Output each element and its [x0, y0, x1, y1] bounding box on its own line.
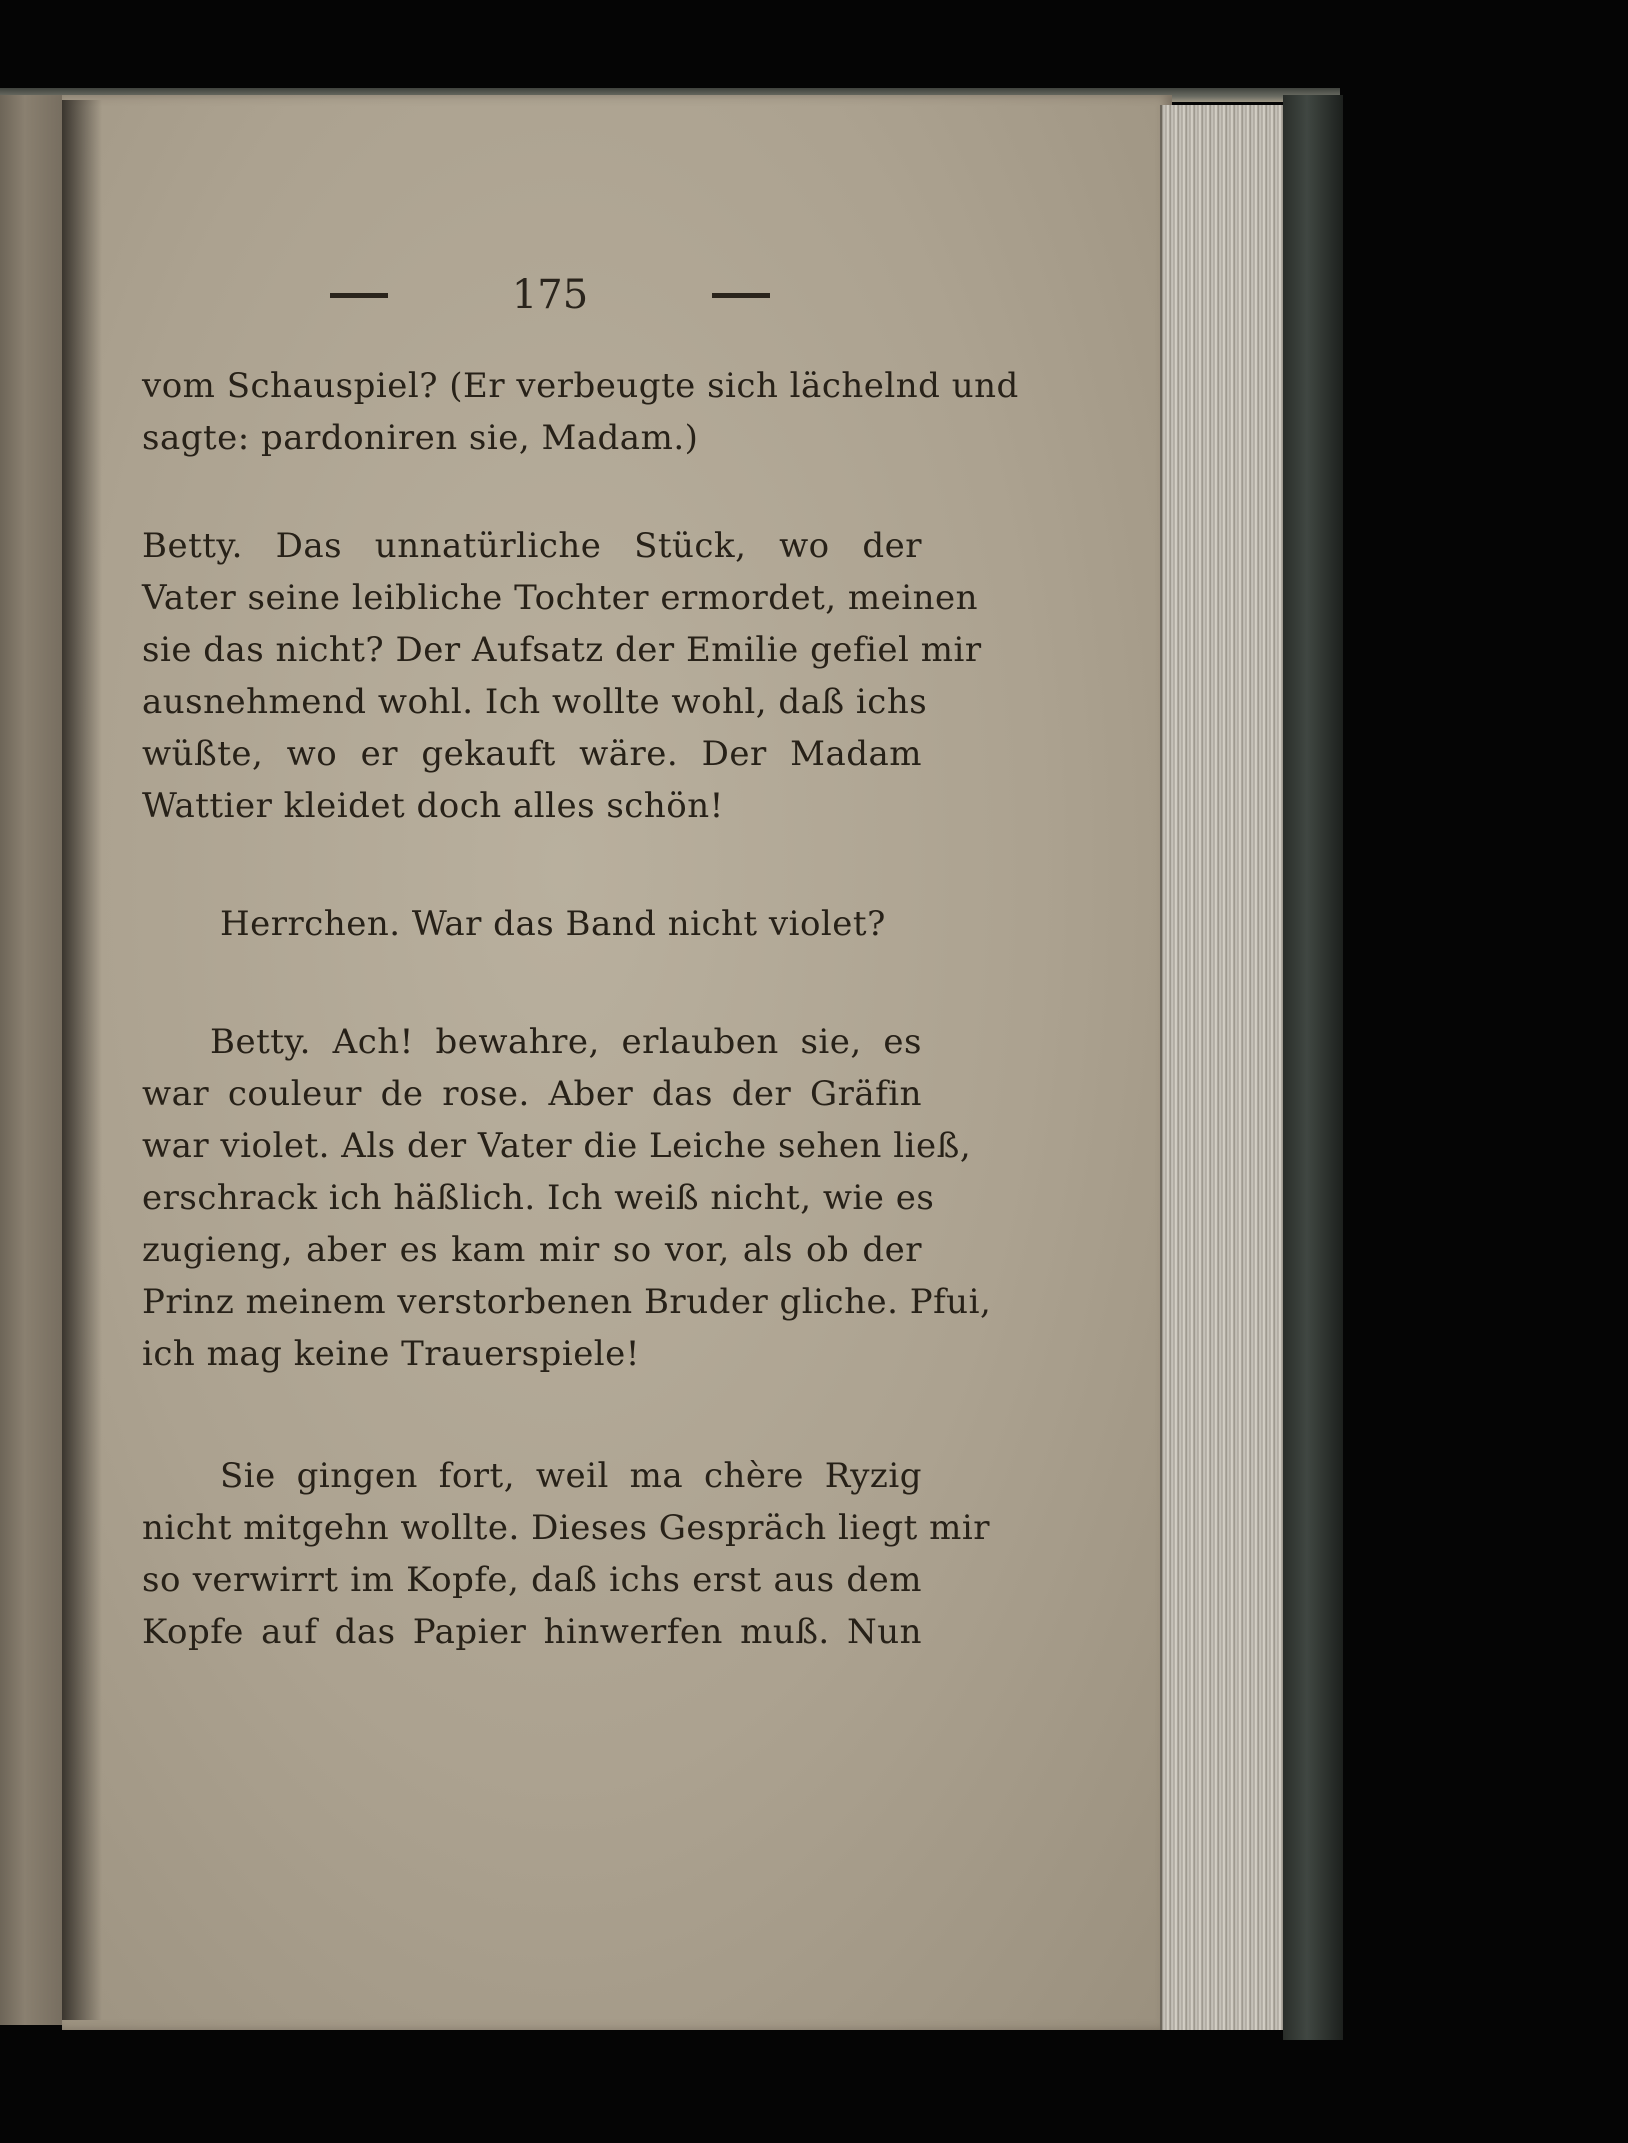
text-line-6: ausnehmend wohl. Ich wollte wohl, daß ichs	[142, 682, 928, 722]
page-block-edges	[1160, 105, 1287, 2030]
text-line-16: ich mag keine Trauerspiele!	[142, 1334, 640, 1374]
text-line-5: sie das nicht? Der Aufsatz der Emilie gefiel mir	[142, 630, 982, 670]
header-dash-right	[712, 293, 770, 298]
text-line-3: Betty. Das unnatürliche Stück, wo der	[142, 526, 922, 566]
text-line-4: Vater seine leibliche Tochter ermordet, meinen	[142, 578, 979, 618]
page-number: 175	[511, 272, 589, 318]
text-line-17: Sie gingen fort, weil ma chère Ryzig	[220, 1456, 922, 1496]
page-header	[330, 270, 770, 320]
text-line-18: nicht mitgehn wollte. Dieses Gespräch liegt mir	[142, 1508, 990, 1548]
text-line-11: war couleur de rose. Aber das der Gräfin	[142, 1074, 922, 1114]
text-line-12: war violet. Als der Vater die Leiche sehen ließ,	[142, 1126, 972, 1166]
text-line-10: Betty. Ach! bewahre, erlauben sie, es	[210, 1022, 922, 1062]
left-page-fragment	[0, 95, 64, 2025]
book-cover-edge	[1283, 95, 1343, 2040]
gutter-shadow	[62, 100, 102, 2020]
text-line-2: sagte: pardoniren sie, Madam.)	[142, 418, 699, 458]
text-line-8: Wattier kleidet doch alles schön!	[142, 786, 724, 826]
text-line-13: erschrack ich häßlich. Ich weiß nicht, wie es	[142, 1178, 935, 1218]
text-line-15: Prinz meinem verstorbenen Bruder gliche. Pfui,	[142, 1282, 992, 1322]
text-line-7: wüßte, wo er gekauft wäre. Der Madam	[142, 734, 922, 774]
text-line-9: Herrchen. War das Band nicht violet?	[220, 904, 886, 944]
text-line-20: Kopfe auf das Papier hinwerfen muß. Nun	[142, 1612, 922, 1652]
header-dash-left	[330, 293, 388, 298]
text-line-14: zugieng, aber es kam mir so vor, als ob der	[142, 1230, 922, 1270]
text-line-19: so verwirrt im Kopfe, daß ichs erst aus dem	[142, 1560, 922, 1600]
text-line-1: vom Schauspiel? (Er verbeugte sich lächelnd und	[142, 366, 1019, 406]
